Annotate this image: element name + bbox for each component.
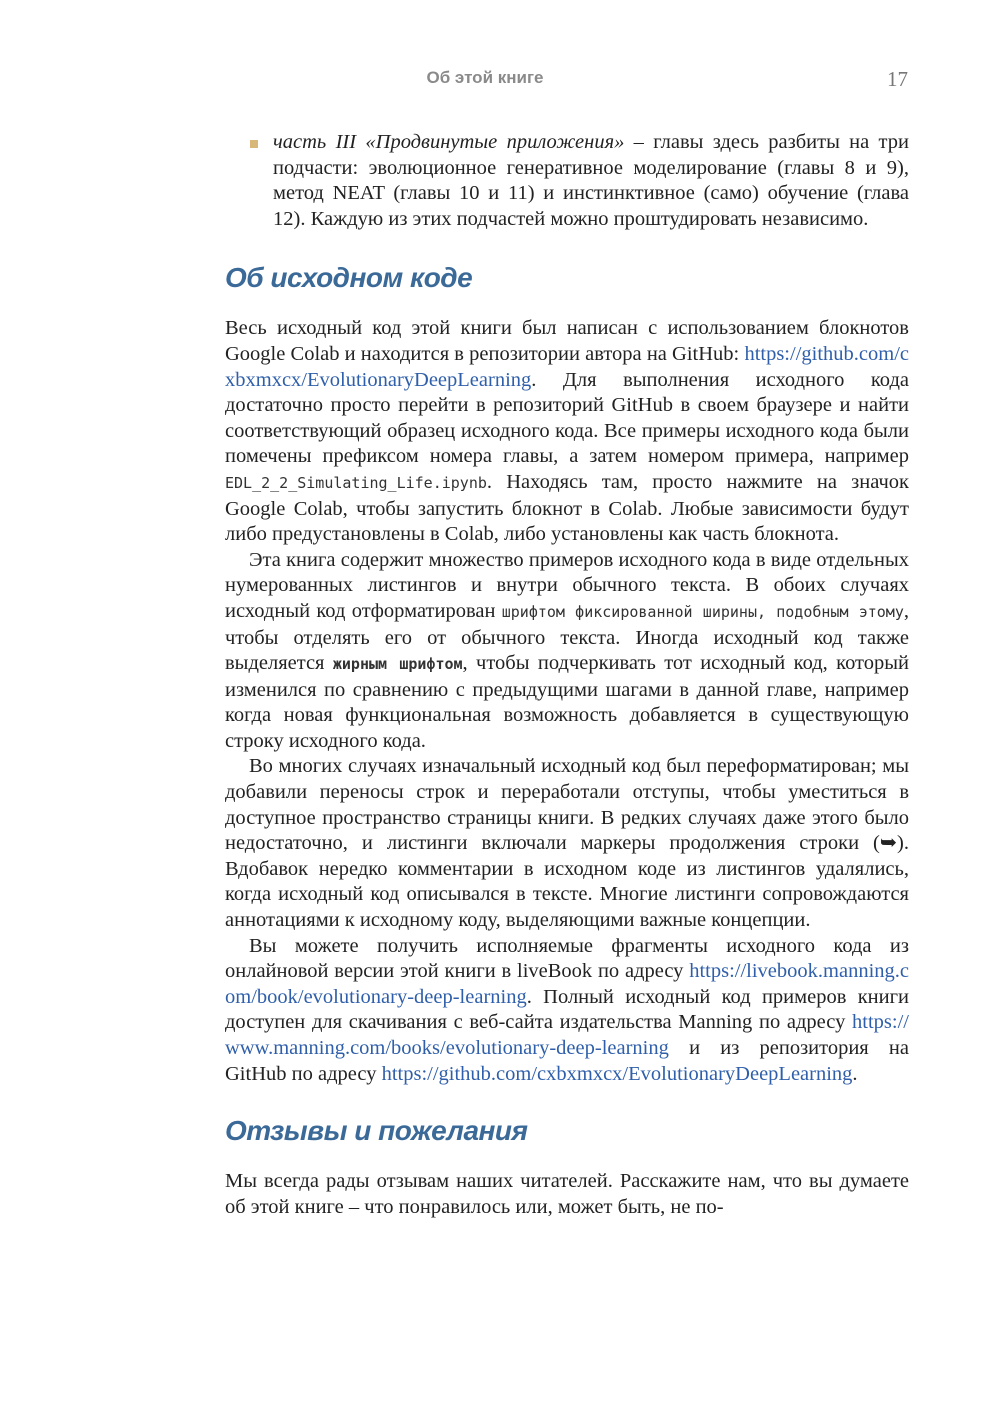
github-link[interactable]: https://github.com/cxbxmxcx/EvolutionaryDeepLearning [225,342,909,391]
inline-code-bold: жирным шрифтом [332,655,463,674]
text: , чтобы подчеркивать тот исходный код, который изменился по сравнению с предыдущими шагами в данной главе, например когда новая функциональная возможность добавляется в существующую строку исходного кода. [225,652,909,752]
text: . Находясь там, просто нажмите на значок Google Colab, чтобы запустить блокнот в Colab. Любые зависимости будут либо предустановлены в Colab, либо установлены как часть блокнота. [225,470,909,546]
inline-code: EDL_2_2_Simulating_Life.ipynb [225,473,487,492]
page-number: 17 [887,67,908,91]
section-heading-feedback: Отзывы и пожелания [225,1115,528,1147]
paragraph: Мы всегда рады отзывам наших читателей. Расскажите нам, что вы думаете об этой книге – что понравилось или, может быть, не по- [225,1170,909,1218]
text: Вы можете получить исполняемые фрагменты исходного кода из онлайновой версии этой книги в liveBook по адресу [225,934,909,983]
text: . Полный исходный код примеров книги доступен для скачивания с веб-сайта издательства Manning по адресу [225,985,909,1034]
text: . [852,1062,858,1085]
text: Весь исходный код этой книги был написан с использованием блокнотов Google Colab и находится в репозитории автора на GitHub: [225,317,909,365]
section-heading-source-code: Об исходном коде [225,262,473,294]
livebook-link[interactable]: https://livebook.manning.com/book/evolutionary-deep-learning [225,960,909,1008]
manning-link[interactable]: https://www.manning.com/books/evolutionary-deep-learning [225,1011,909,1059]
running-header-title: Об этой книге [426,68,544,87]
page-body [225,130,909,1220]
text: , чтобы отделять его от обычного текста. Иногда исходный код также выделяется [225,599,909,675]
paragraph [225,934,909,1088]
list-item-text: – главы здесь разбиты на три подчасти: эволюционное генеративное моделирование (главы 8 и 9), метод NEAT (главы 10 и 11) и инстинктивное (само) обучение (глава 12). Каждую из этих подчастей можно проштудировать независимо. [273,131,909,230]
list-item [225,130,909,232]
text: . Для выполнения исходного кода достаточно просто перейти в репозиторий GitHub в своем браузере и найти соответствующий образец исходного кода. Все примеры исходного кода были помечены префиксом номера главы, а затем номером примера, например [225,368,909,468]
square-bullet-icon [250,140,258,148]
part-title: часть III «Продвинутые приложения» [273,131,625,153]
inline-code: шрифтом фиксированной ширины, подобным этому [501,602,904,621]
paragraph [225,548,909,755]
github-link[interactable]: https://github.com/cxbxmxcx/EvolutionaryDeepLearning [381,1062,853,1085]
text: Эта книга содержит множество примеров исходного кода в виде отдельных нумерованных листингов и внутри обычного текста. В обоих случаях исходный код отформатирован [225,548,909,622]
paragraph: Во многих случаях изначальный исходный код был переформатирован; мы добавили переносы строк и переработали отступы, чтобы уместиться в доступное пространство страницы книги. В редких случаях даже этого было недостаточно, и листинги включали маркеры продолжения строки (➥). Вдобавок нередко комментарии в исходном коде из листингов удалялись, когда исходный код описывался в тексте. Многие листинги сопровождаются аннотациями к исходному коду, выделяющими важные концепции. [225,755,909,932]
paragraph [225,316,909,547]
text: и из репозитория на GitHub по адресу [225,1037,909,1085]
